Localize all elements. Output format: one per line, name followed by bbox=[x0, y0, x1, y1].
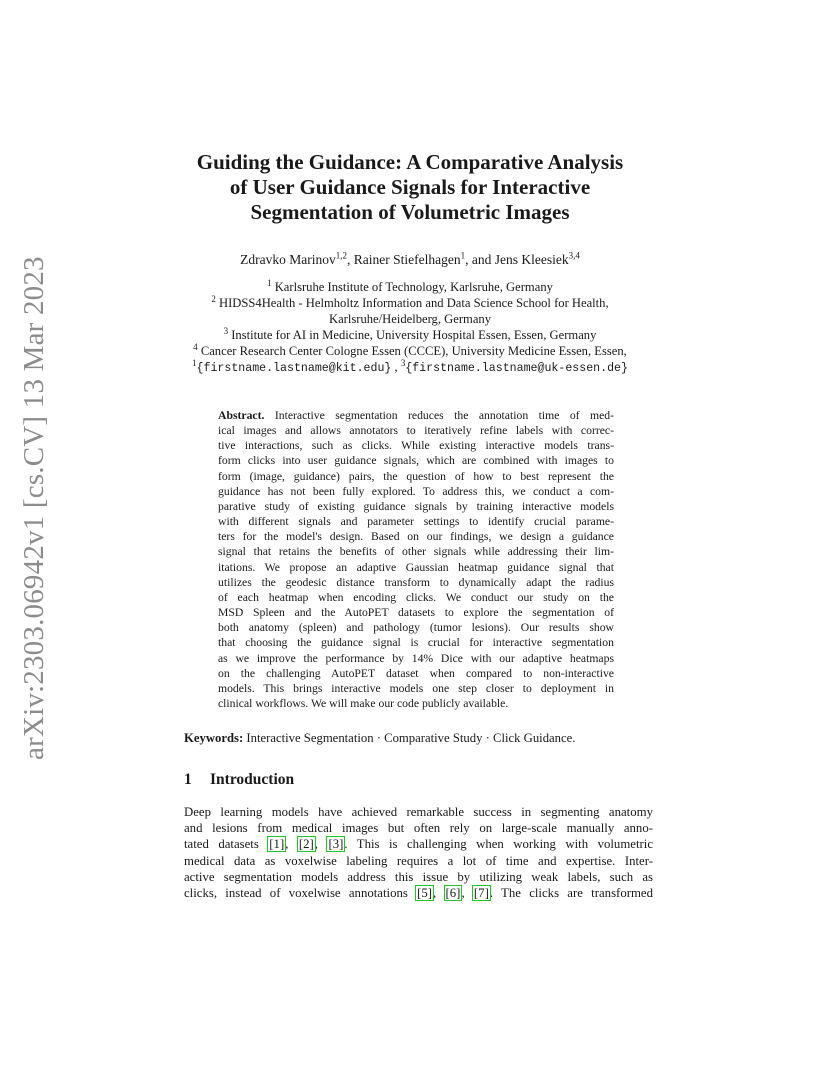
affiliation-line: Karlsruhe/Heidelberg, Germany bbox=[328, 312, 492, 326]
author-name: , Rainer Stiefelhagen bbox=[347, 252, 461, 267]
citation-link[interactable]: [7] bbox=[473, 886, 489, 901]
affiliation-line bbox=[150, 343, 670, 359]
author-name: , and Jens Kleesiek bbox=[465, 252, 569, 267]
keywords-text: Interactive Segmentation · Comparative Study · Click Guidance. bbox=[243, 731, 576, 745]
author-affil-mark: 1 bbox=[460, 250, 466, 261]
body-text-span: , bbox=[314, 837, 328, 852]
title-line: Guiding the Guidance: A Comparative Analysis bbox=[196, 150, 624, 174]
citation-link[interactable]: [2] bbox=[298, 837, 314, 852]
abstract bbox=[218, 408, 614, 711]
citation-link[interactable]: [3] bbox=[328, 837, 344, 852]
body-text-span: . This is challenging when working with volumetric bbox=[344, 837, 654, 852]
affil-number: 4 bbox=[193, 341, 198, 352]
author-name: Zdravko Marinov bbox=[240, 252, 336, 267]
body-text-span: , bbox=[285, 837, 298, 852]
body-text-span: , bbox=[433, 886, 445, 901]
affil-text: HIDSS4Health - Helmholtz Information and Data Science School for Health, bbox=[215, 296, 609, 310]
affil-number: 3 bbox=[223, 325, 229, 336]
body-text-span: tated datasets bbox=[184, 837, 269, 852]
paper-title bbox=[150, 150, 670, 225]
citation-link[interactable]: [5] bbox=[417, 886, 433, 901]
abstract-line: parative study of existing guidance signals by training interactive models bbox=[218, 499, 614, 513]
arxiv-side-identifier: arXiv:2303.06942v1 [cs.CV] 13 Mar 2023 bbox=[18, 256, 50, 760]
email-separator: , bbox=[391, 360, 401, 374]
body-line: and lesions from medical images but often rely on large-scale manually anno- bbox=[184, 821, 653, 836]
body-line: medical data as voxelwise labeling requires a lot of time and expertise. Inter- bbox=[184, 853, 653, 868]
affil-text: Karlsruhe Institute of Technology, Karlsruhe, Germany bbox=[271, 280, 553, 294]
body-line: active segmentation models address this issue by utilizing weak labels, such as bbox=[184, 869, 653, 884]
author-affil-mark: 1,2 bbox=[335, 250, 348, 261]
affil-text: Institute for AI in Medicine, University Hospital Essen, Essen, Germany bbox=[228, 328, 597, 342]
abstract-line: guidance has not been fully explored. To address this, we conduct a com- bbox=[218, 484, 614, 498]
section-title: Introduction bbox=[210, 771, 295, 788]
affil-text: Cancer Research Center Cologne Essen (CCCE), University Medicine Essen, Essen, bbox=[197, 344, 627, 358]
abstract-line: form (image, guidance) pairs, the question of how to best represent the bbox=[218, 469, 614, 483]
abstract-line: form clicks into user guidance signals, which are combined with images to bbox=[218, 454, 614, 468]
abstract-line: of each heatmap when encoding clicks. We conduct our study on the bbox=[218, 590, 614, 604]
section-number: 1 bbox=[184, 771, 192, 788]
body-text-span: . The clicks are transformed bbox=[489, 886, 654, 901]
abstract-line: models. This brings interactive models one step closer to deployment in bbox=[218, 681, 614, 695]
abstract-text: Interactive segmentation reduces the annotation time of med- bbox=[264, 409, 614, 422]
affiliation-line bbox=[150, 295, 670, 311]
section-heading bbox=[184, 771, 294, 789]
abstract-line: signal that retains the benefits of other signals while addressing their lim- bbox=[218, 545, 614, 559]
affiliation-line bbox=[150, 327, 670, 343]
abstract-line: utilizes the geodesic distance transform to dynamically adapt the radius bbox=[218, 575, 614, 589]
abstract-line: with different signals and parameter settings to identify crucial parame- bbox=[218, 515, 614, 529]
abstract-line: clinical workflows. We will make our code publicly available. bbox=[218, 696, 509, 710]
abstract-line: both anatomy (spleen) and pathology (tumor lesions). Our results show bbox=[218, 621, 614, 635]
keywords bbox=[184, 731, 654, 746]
intro-paragraph bbox=[184, 804, 653, 901]
citation-link[interactable]: [6] bbox=[445, 886, 461, 901]
affiliation-line bbox=[150, 279, 670, 295]
abstract-line: as we improve the performance by 14% Dice with our adaptive heatmaps bbox=[218, 651, 614, 665]
affil-number: 1 bbox=[267, 277, 272, 288]
body-line bbox=[184, 885, 653, 901]
abstract-label: Abstract. bbox=[218, 409, 265, 422]
abstract-line: on the challenging AutoPET dataset when compared to non-interactive bbox=[218, 666, 614, 680]
abstract-line bbox=[218, 408, 614, 423]
abstract-line: ters for the model's design. Based on our findings, we design a guidance bbox=[218, 530, 614, 544]
body-text-span: clicks, instead of voxelwise annotations bbox=[184, 886, 417, 901]
abstract-line: that choosing the guidance signal is crucial for interactive segmentation bbox=[218, 636, 614, 650]
body-line: Deep learning models have achieved remarkable success in segmenting anatomy bbox=[184, 805, 653, 819]
citation-link[interactable]: [1] bbox=[269, 837, 285, 852]
email-mark: 3 bbox=[400, 357, 406, 368]
email-address: {firstname.lastname@kit.edu} bbox=[196, 362, 392, 375]
author-affil-mark: 3,4 bbox=[568, 250, 580, 261]
title-line: Segmentation of Volumetric Images bbox=[250, 200, 570, 224]
abstract-line: itations. We propose an adaptive Gaussian heatmap guidance signal that bbox=[218, 560, 614, 574]
affiliations bbox=[150, 279, 670, 377]
author-list bbox=[150, 252, 670, 268]
email-address: {firstname.lastname@uk-essen.de} bbox=[405, 362, 628, 375]
abstract-line: tive interactions, such as clicks. While existing interactive models trans- bbox=[218, 439, 614, 453]
title-line: of User Guidance Signals for Interactive bbox=[229, 175, 591, 199]
email-line bbox=[150, 359, 670, 377]
keywords-label: Keywords: bbox=[184, 731, 244, 745]
abstract-line: ical images and allows annotators to iteratively refine labels with correc- bbox=[218, 424, 614, 438]
email-mark: 1 bbox=[192, 357, 197, 368]
body-text-span: , bbox=[461, 886, 473, 901]
body-line bbox=[184, 836, 653, 852]
abstract-line: MSD Spleen and the AutoPET datasets to explore the segmentation of bbox=[218, 606, 614, 620]
affil-number: 2 bbox=[211, 293, 216, 304]
